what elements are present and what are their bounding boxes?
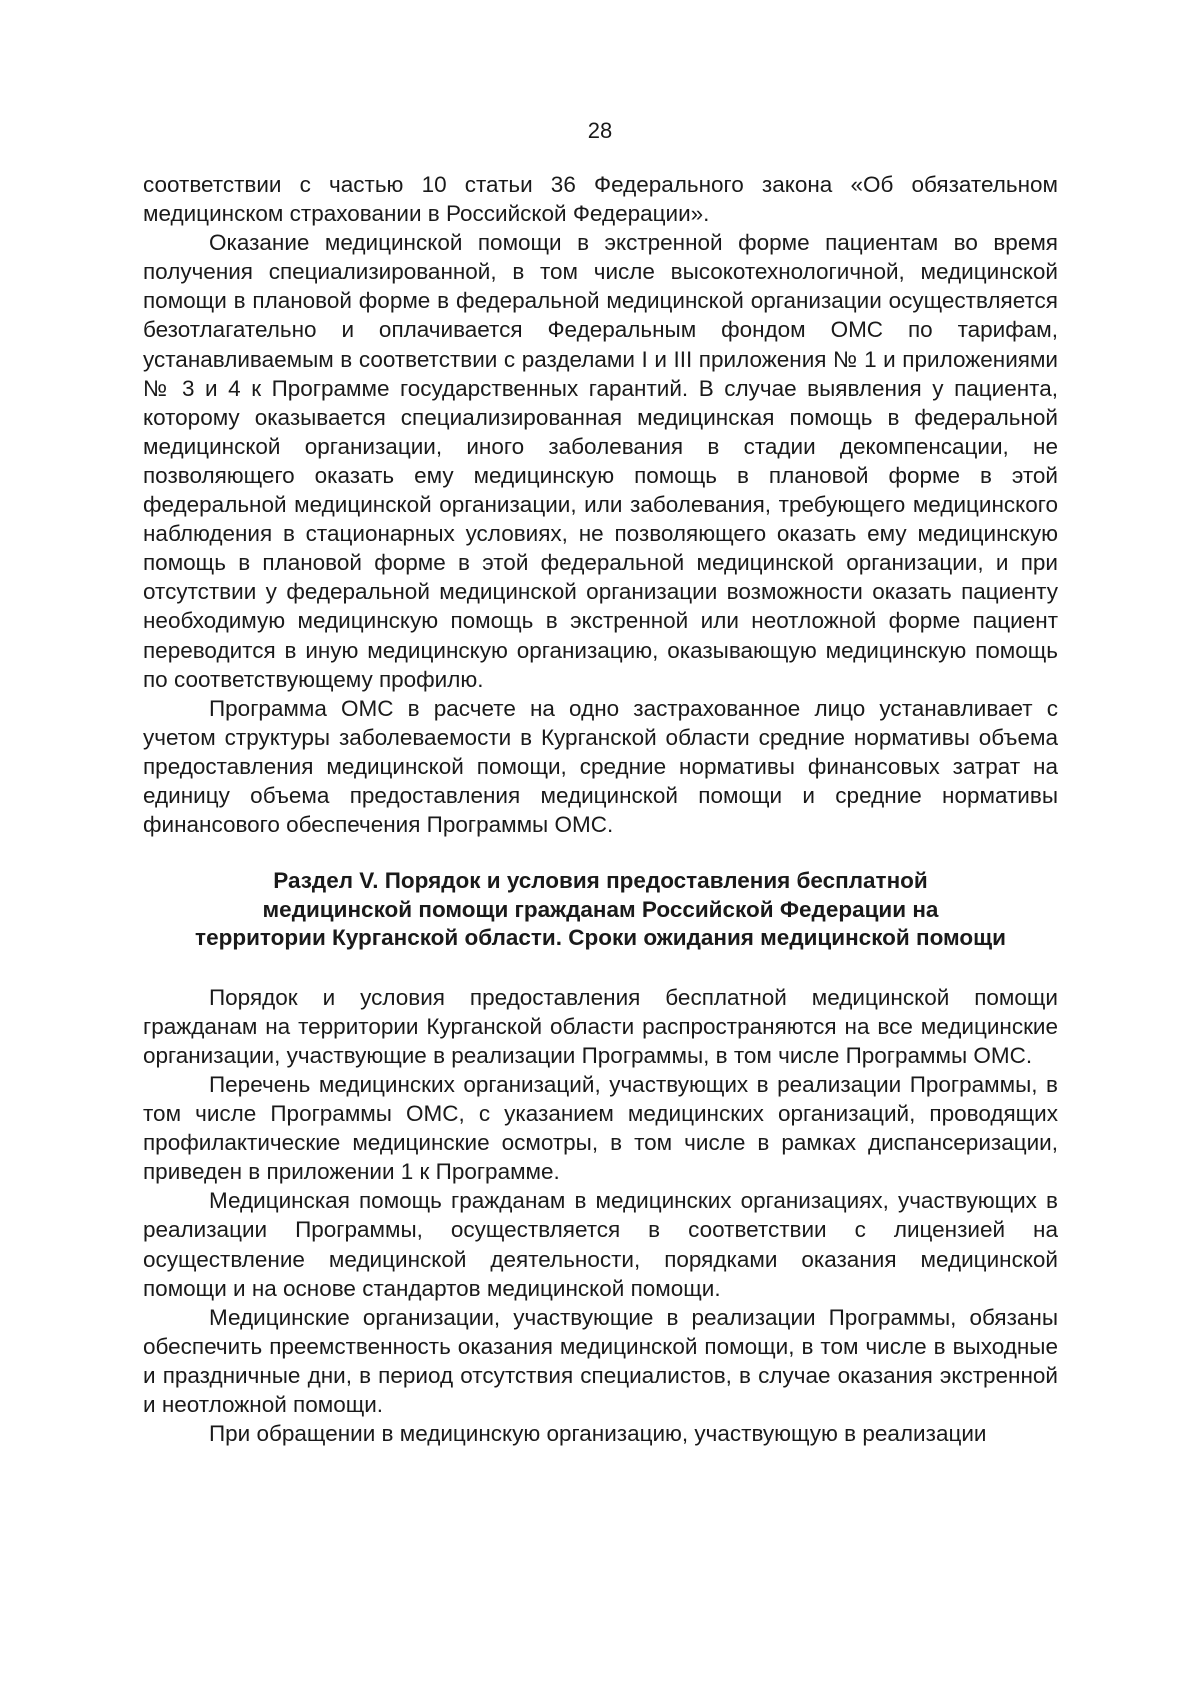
paragraph-procedure: Порядок и условия предоставления бесплатной медицинской помощи гражданам на территории Курганской области распространяются на все медицинские организации, участвующие в реализации Программы, в том числе Программы ОМС.	[143, 984, 1058, 1068]
page-number: 28	[587, 118, 613, 143]
paragraph-license: Медицинская помощь гражданам в медицинских организациях, участвующих в реализации Программы, осуществляется в соответствии с лицензией на осуществление медицинской деятельности, порядками оказания медицинской помощи и на основе стандартов медицинской помощи.	[143, 1188, 1058, 1301]
paragraph-org-list: Перечень медицинских организаций, участвующих в реализации Программы, в том числе Программы ОМС, с указанием медицинских организаций, проводящих профилактические медицинские осмотры, в том числе в рамках диспансеризации, приведен в приложении 1 к Программе.	[143, 1071, 1058, 1185]
paragraph-emergency-care: Оказание медицинской помощи в экстренной форме пациентам во время получения специализированной, в том числе высокотехнологичной, медицинской помощи в плановой форме в федеральной медицинской организации осуществляется безотлагательно и оплачивается Федеральным фондом ОМС по тарифам, устанавливаемым в соответствии с разделами I и III приложения № 1 и приложениями № 3 и 4 к Программе государственных гарантий. В случае выявления у пациента, которому оказывается специализированная медицинская помощь в федеральной медицинской организации, иного заболевания в стадии декомпенсации, не позволяющего оказать ему медицинскую помощь в плановой форме в этой федеральной медицинской организации, или заболевания, требующего медицинского наблюдения в стационарных условиях, не позволяющего оказать ему медицинскую помощь в плановой форме в этой федеральной медицинской организации, и при отсутствии у федеральной медицинской организации возможности оказать пациенту необходимую медицинскую помощь в экстренной или неотложной форме пациент переводится в иную медицинскую организацию, оказывающую медицинскую помощь по соответствующему профилю.	[143, 230, 1058, 692]
paragraph-referral: При обращении в медицинскую организацию, участвующую в реализации	[209, 1421, 987, 1447]
document-body	[143, 170, 1058, 1448]
section-heading-line-2: медицинской помощи гражданам Российской Федерации на	[262, 896, 939, 922]
paragraph-continuity: Медицинские организации, участвующие в реализации Программы, обязаны обеспечить преемственность оказания медицинской помощи, в том числе в выходные и праздничные дни, в период отсутствия специалистов, в случае оказания экстренной и неотложной помощи.	[143, 1304, 1058, 1417]
section-heading	[143, 867, 1058, 953]
section-heading-line-3: территории Курганской области. Сроки ожидания медицинской помощи	[195, 925, 1006, 951]
section-heading-line-1: Раздел V. Порядок и условия предоставления бесплатной	[273, 868, 928, 894]
paragraph-oms-program: Программа ОМС в расчете на одно застрахованное лицо устанавливает с учетом структуры заболеваемости в Курганской области средние нормативы объема предоставления медицинской помощи, средние нормативы финансовых затрат на единицу объема предоставления медицинской помощи и средние нормативы финансового обеспечения Программы ОМС.	[143, 695, 1058, 838]
paragraph-continuation: соответствии с частью 10 статьи 36 Федерального закона «Об обязательном медицинском страховании в Российской Федерации».	[143, 172, 1058, 227]
